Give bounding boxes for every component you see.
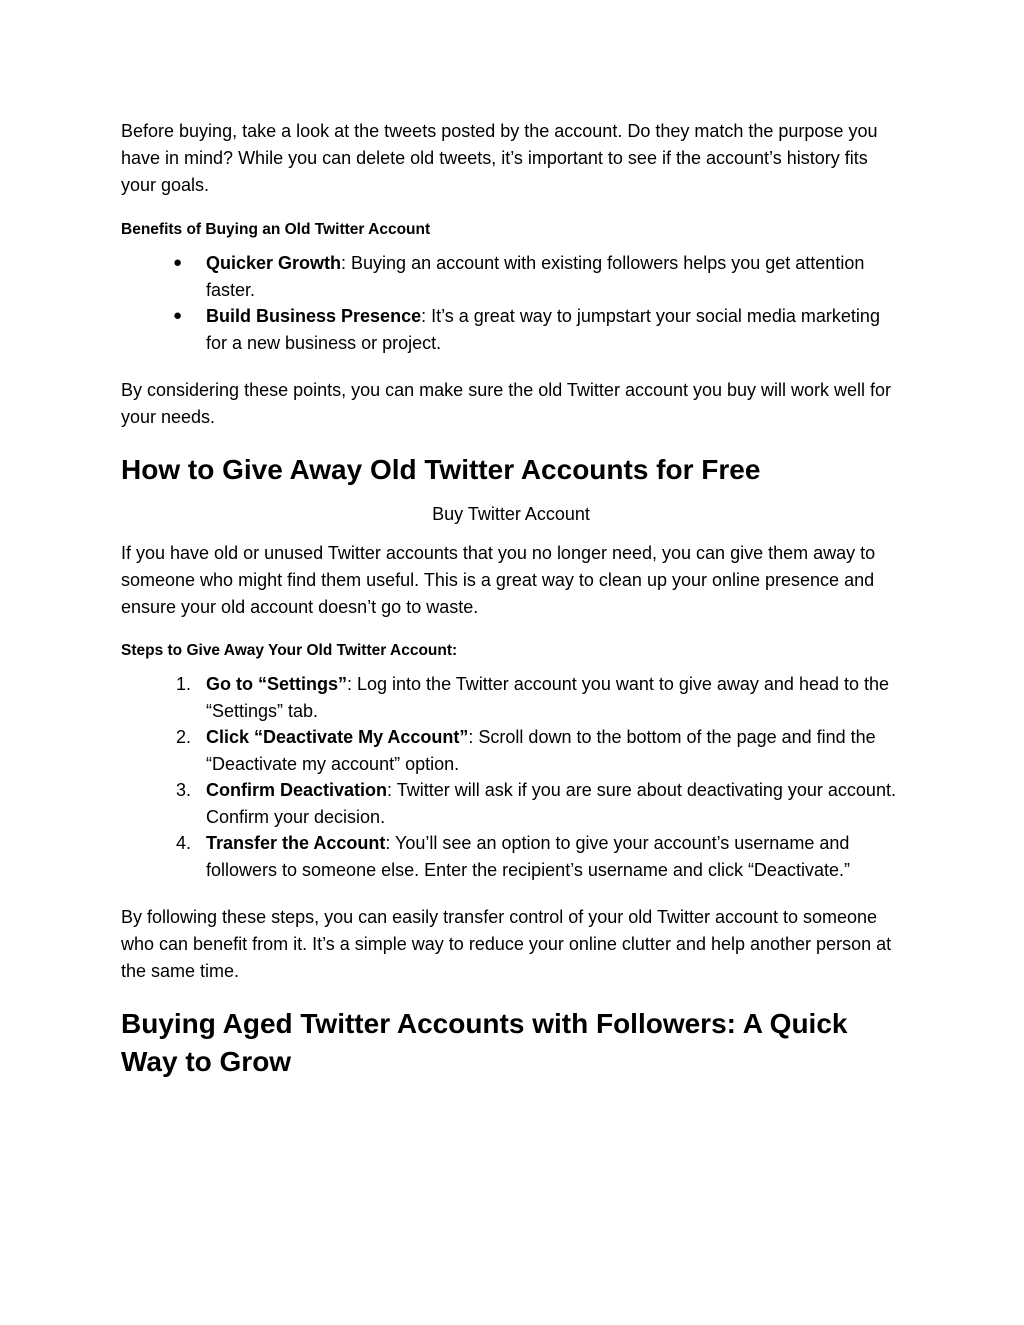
list-item-text: : Scroll down to the bottom of the page and find the “Deactivate my account” option. (206, 727, 876, 774)
conclusion-paragraph: By following these steps, you can easily transfer control of your old Twitter account to someone who can benefit from it. It’s a simple way to reduce your online clutter and help another person at the same time. (121, 907, 892, 981)
step-number: 4. (176, 833, 192, 853)
intro-paragraph: Before buying, take a look at the tweets posted by the account. Do they match the purpose you have in mind? While you can delete old tweets, it’s important to see if the account’s history fits your goals. (121, 121, 878, 195)
list-item (121, 777, 901, 830)
list-item-text: : It’s a great way to jumpstart your social media marketing for a new business or project. (206, 306, 880, 353)
list-item-text: : Twitter will ask if you are sure about deactivating your account. Confirm your decision. (206, 780, 896, 827)
image-caption: Buy Twitter Account (432, 504, 590, 524)
list-item-text: : Log into the Twitter account you want to give away and head to the “Settings” tab. (206, 674, 890, 721)
list-item-term: Build Business Presence (206, 306, 422, 326)
list-item (121, 724, 901, 777)
bullet-icon: ● (173, 307, 183, 324)
steps-list (121, 671, 901, 883)
list-item-term: Transfer the Account (206, 833, 386, 853)
list-item (121, 250, 901, 303)
list-item (121, 671, 901, 724)
giveaway-heading: How to Give Away Old Twitter Accounts for Free (121, 454, 761, 485)
list-item (121, 830, 901, 883)
list-item (121, 303, 901, 356)
benefits-heading: Benefits of Buying an Old Twitter Account (121, 221, 431, 238)
aged-accounts-heading: Buying Aged Twitter Accounts with Followers: A Quick Way to Grow (121, 1008, 848, 1077)
list-item-term: Quicker Growth (206, 253, 342, 273)
document-page (121, 118, 901, 1081)
benefits-list (121, 250, 901, 356)
bullet-icon: ● (173, 254, 183, 271)
considering-paragraph: By considering these points, you can make sure the old Twitter account you buy will work well for your needs. (121, 380, 892, 427)
list-item-text: : Buying an account with existing followers helps you get attention faster. (206, 253, 865, 300)
steps-heading: Steps to Give Away Your Old Twitter Account: (121, 642, 458, 659)
list-item-term: Go to “Settings” (206, 674, 347, 694)
step-number: 2. (176, 727, 192, 747)
list-item-text: : You’ll see an option to give your account’s username and followers to someone else. Enter the recipient’s username and click “Deactivate.” (206, 833, 850, 880)
list-item-term: Confirm Deactivation (206, 780, 388, 800)
step-number: 1. (176, 674, 192, 694)
list-item-term: Click “Deactivate My Account” (206, 727, 469, 747)
step-number: 3. (176, 780, 192, 800)
giveaway-paragraph: If you have old or unused Twitter accounts that you no longer need, you can give them away to someone who might find them useful. This is a great way to clean up your online presence and ensure your old account doesn’t go to waste. (121, 543, 876, 617)
